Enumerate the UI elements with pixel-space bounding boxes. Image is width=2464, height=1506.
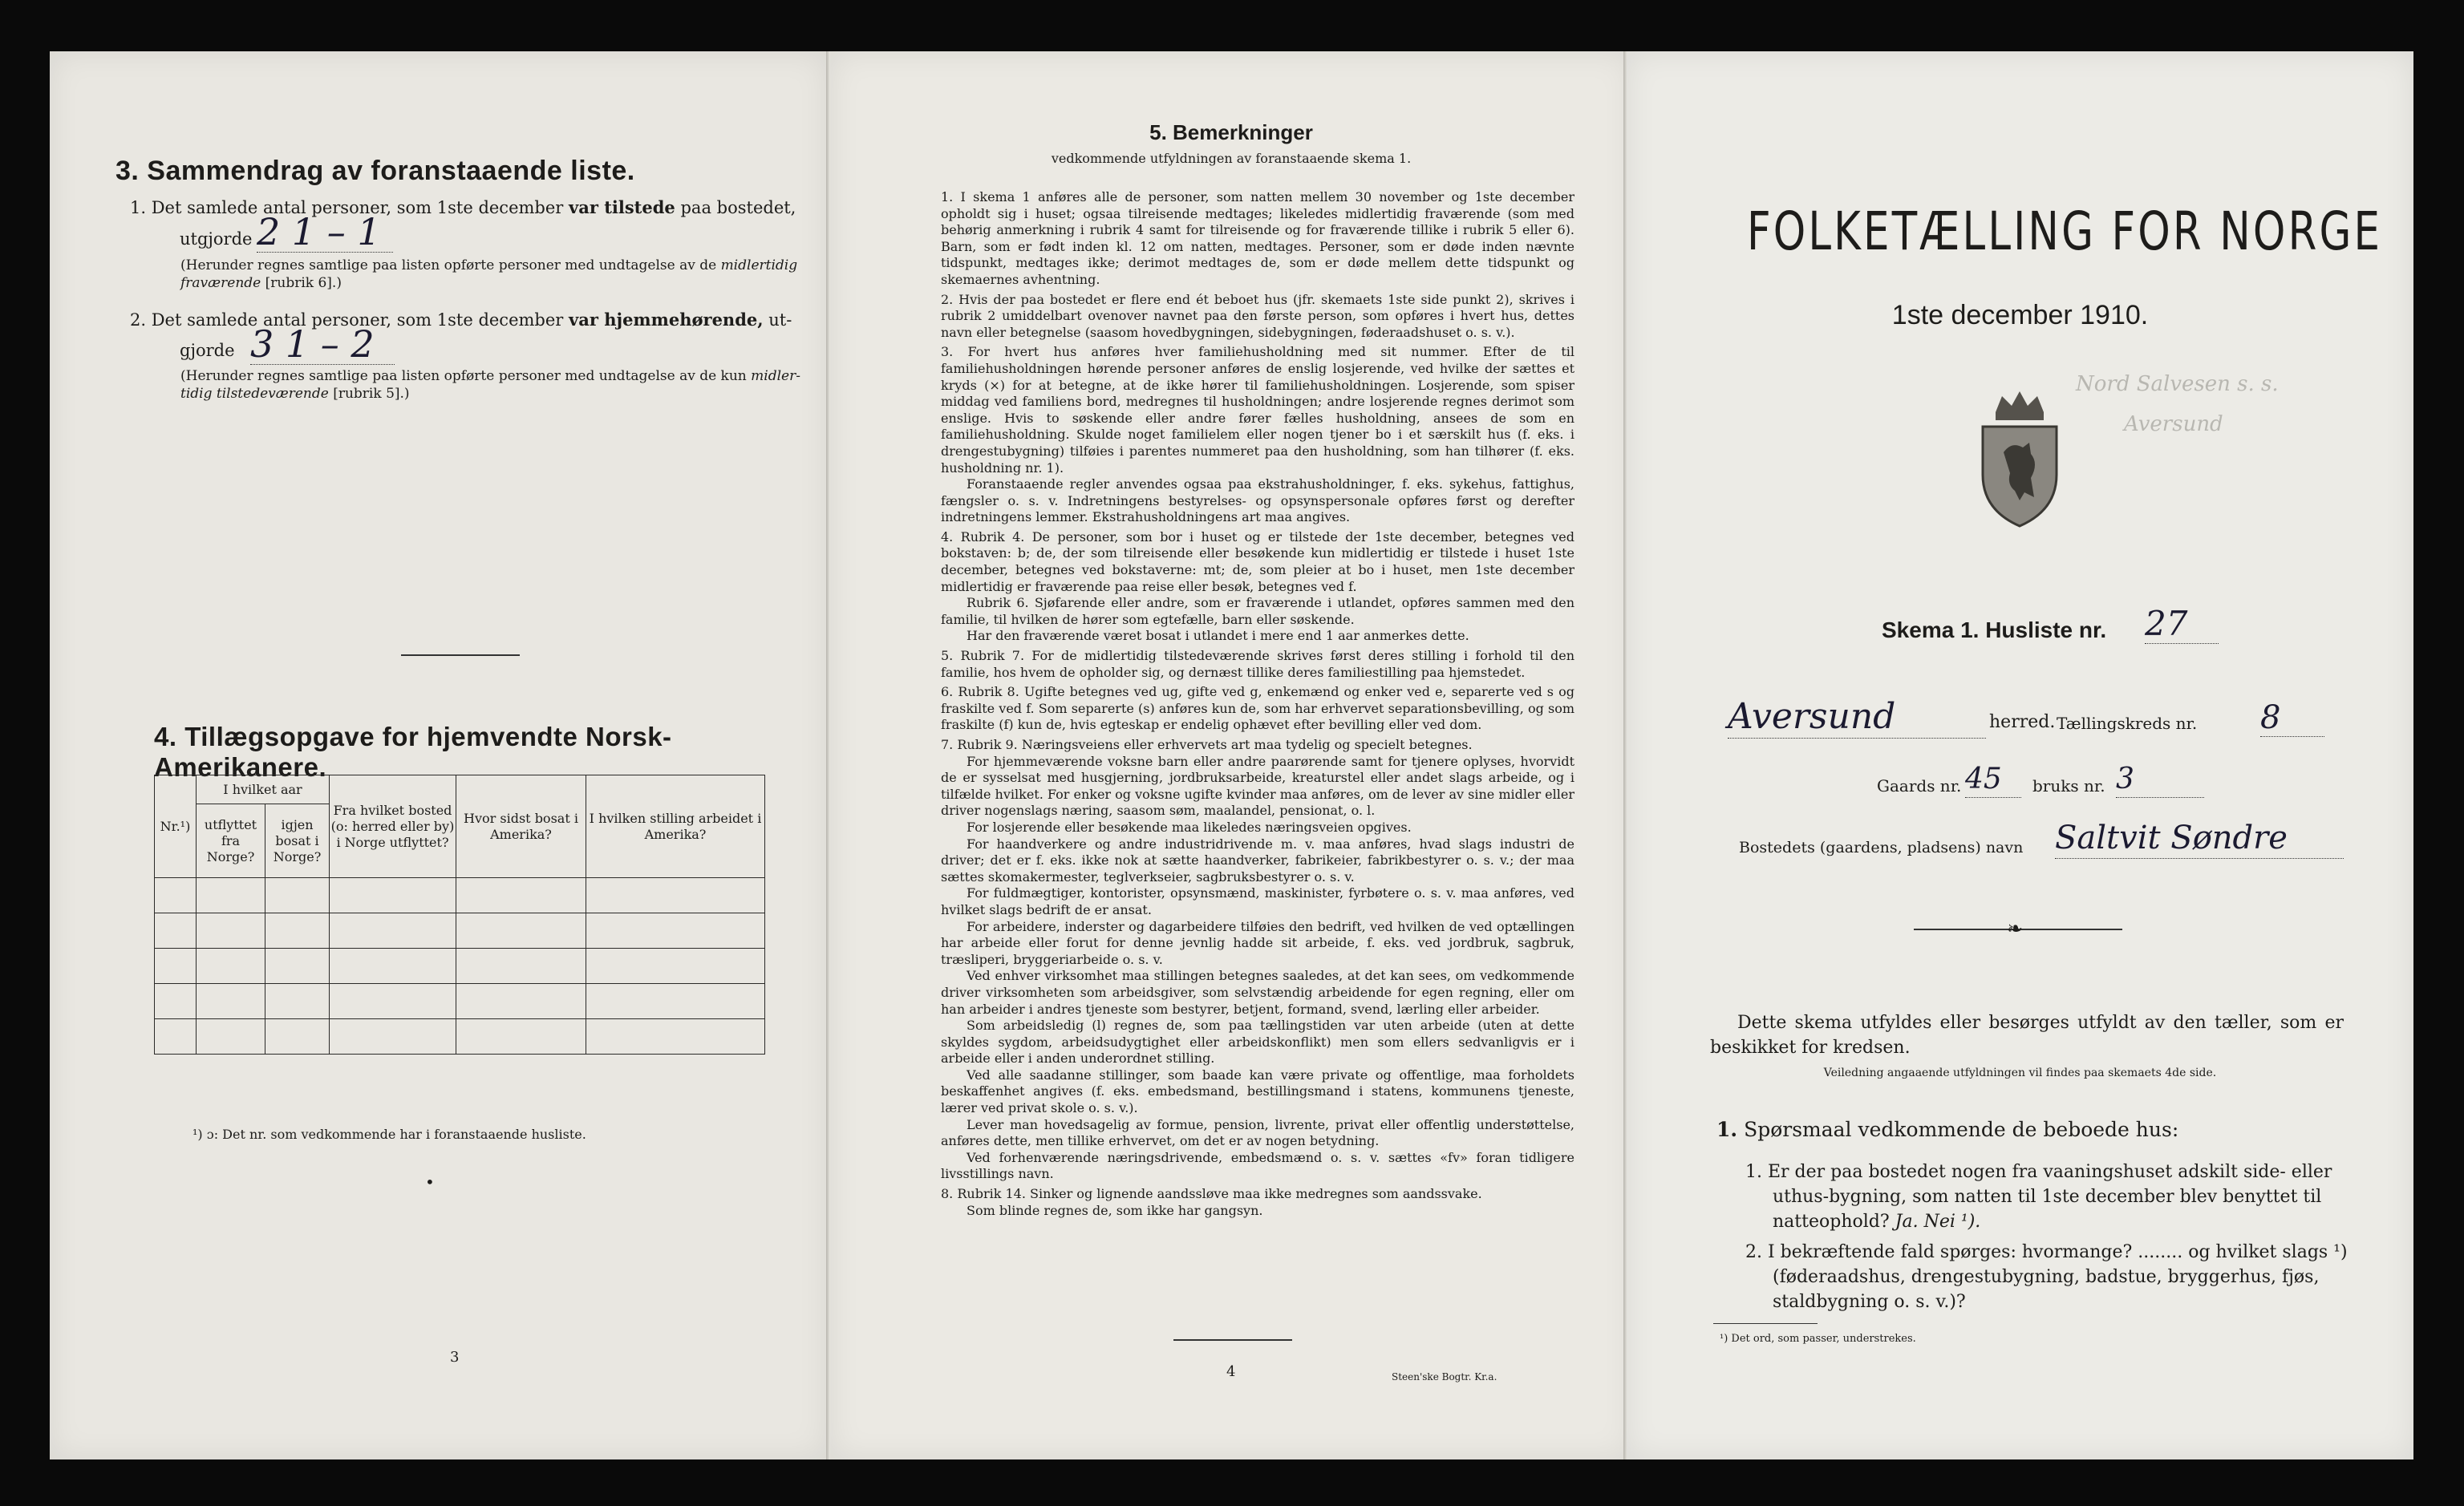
faint-writing: Nord Salvesen s. s. xyxy=(2076,372,2279,396)
item1-note-a: (Herunder regnes samtlige paa listen opførte personer med undtagelse av de xyxy=(180,257,717,273)
table-cell[interactable] xyxy=(265,1019,330,1055)
bruks-label: bruks nr. xyxy=(2032,776,2105,796)
page-number-4: 4 xyxy=(1226,1363,1236,1380)
husliste-nr-value[interactable]: 27 xyxy=(2145,605,2219,644)
col-igjen-bosat: igjen bosat i Norge? xyxy=(265,804,330,878)
remark-paragraph: For fuldmægtiger, kontorister, opsynsmænd, maskinister, fyrbøtere o. s. v. maa anføres, ved hvilket slags bedrift de er ansat. xyxy=(941,885,1574,917)
item1-note-d: [rubrik 6].) xyxy=(265,275,342,291)
bosted-value[interactable]: Saltvit Søndre xyxy=(2055,818,2344,859)
table-cell[interactable] xyxy=(265,949,330,984)
table-cell[interactable] xyxy=(586,949,765,984)
table-row xyxy=(155,1019,765,1055)
table-cell[interactable] xyxy=(456,1019,586,1055)
kreds-label: Tællingskreds nr. xyxy=(2057,714,2198,733)
table-cell[interactable] xyxy=(197,984,265,1019)
table-cell[interactable] xyxy=(586,984,765,1019)
item1-handwritten-value[interactable]: 2 1 – 1 xyxy=(257,212,393,253)
remark-paragraph: For hjemmeværende voksne barn eller andre paarørende samt for tjenere oplyses, hvorvidt de er sysselsat med husgjerning, jordbruksarbeide, kreaturstel eller andet slags arbeide, og i tilfælde hvilket. For enker og voksne ugifte kvinder maa anføres, om de lever av sine midler eller driver nogenslags næring, saasom søm, maalandel, pensionat, o. l. xyxy=(941,753,1574,819)
page-left xyxy=(50,51,828,1459)
table-row xyxy=(155,984,765,1019)
table-cell[interactable] xyxy=(456,949,586,984)
item2-utgjorde-label: gjorde xyxy=(180,341,235,360)
col-i-hvilket-aar: I hvilket aar xyxy=(197,775,330,804)
page-number-3: 3 xyxy=(450,1349,460,1366)
summary-item-1 xyxy=(130,196,820,220)
remark-paragraph: Har den fraværende været bosat i utlandet i mere end 1 aar anmerkes dette. xyxy=(967,628,1469,644)
remark-paragraph: 2. Hvis der paa bostedet er flere end ét beboet hus (jfr. skemaets 1ste side punkt 2), skrives i rubrik 2 umiddelbart ovenover navnet paa den første person, som opføres i hvert hus, dettes navn eller betegnelse (saasom hovedbygningen, sidebygningen, føderaadshuset o. s. v.). xyxy=(941,291,1574,340)
table-cell[interactable] xyxy=(456,913,586,949)
gaards-value[interactable]: 45 xyxy=(1965,762,2021,798)
table-cell[interactable] xyxy=(586,1019,765,1055)
remark-paragraph: For haandverkere og andre industridrivende m. v. maa anføres, hvad slags industri de driver; det er f. eks. ikke nok at sætte haandverker, fabrikeier, fabrikbestyrer o. s. v.; der maa sættes skomakermester, teglverkseier, sagbruksbestyrer o. s. v. xyxy=(941,836,1574,885)
table-cell[interactable] xyxy=(330,984,456,1019)
item2-text: 2. Det samlede antal personer, som 1ste december xyxy=(130,310,564,330)
table-cell[interactable] xyxy=(586,913,765,949)
table-cell[interactable] xyxy=(330,878,456,913)
table-cell[interactable] xyxy=(197,949,265,984)
item2-tail: ut- xyxy=(768,310,792,330)
remark-paragraph: 1. I skema 1 anføres alle de personer, som natten mellem 30 november og 1ste december opholdt sig i huset; ogsaa tilreisende medtages; likeledes midlertidig fraværende (som med behørig anmerkning i rubrik 4 samt for tilreisende og for fraværende tillike i rubrik 5 eller 6). Barn, som er født inden kl. 12 om natten, medtages. Personer, som er døde inden nævnte tidspunkt, medtages ikke; derimot medtages de, som er døde mellem dette tidspunkt og skemaernes avhentning. xyxy=(941,189,1574,287)
table-cell[interactable] xyxy=(265,913,330,949)
remark-paragraph: 4. Rubrik 4. De personer, som bor i huset og er tilstede der 1ste december, betegnes ved bokstaven: b; de, der som tilreisende eller besøkende kun midlertidig er tilstede i huset 1ste december, betegnes ved bokstaverne: mt; de, som pleier at bo i huset, men 1ste december midlertidig er fraværende paa reise eller besøk, betegnes ved f. xyxy=(941,528,1574,594)
remark-paragraph: Rubrik 6. Sjøfarende eller andre, som er fraværende i utlandet, opføres sammen med den familie, til hvilken de hører som egtefælle, barn eller søskende. xyxy=(941,595,1574,627)
remark-paragraph: Som blinde regnes de, som ikke har gangsyn. xyxy=(967,1202,1263,1218)
remark-paragraph: 7. Rubrik 9. Næringsveiens eller erhvervets art maa tydelig og specielt betegnes. xyxy=(941,737,1473,752)
page-right xyxy=(1627,51,2413,1459)
questions-heading-num: 1. xyxy=(1716,1118,1738,1141)
bosted-label: Bostedets (gaardens, pladsens) navn xyxy=(1739,839,2024,856)
remark-paragraph: 6. Rubrik 8. Ugifte betegnes ved ug, gifte ved g, enkemænd og enker ved e, separerte ved s og fraskilte ved f. Som separerte (s) anføres kun de, som har erhvervet separationsbevilling, og som fraskilte (f) kun de, hvis egteskap er endelig ophævet efter bevilling eller ved dom. xyxy=(941,684,1574,733)
remark-paragraph: 5. Rubrik 7. For de midlertidig tilstedeværende skrives først deres stilling i forhold til den familie, hos hvem de opholder sig, og dernæst tillike deres familiestilling paa hjemstedet. xyxy=(941,648,1574,680)
table-cell[interactable] xyxy=(197,878,265,913)
item2-bold: var hjemmehørende, xyxy=(569,310,764,330)
faint-writing: Aversund xyxy=(2124,412,2223,436)
item2-note xyxy=(180,367,822,403)
divider xyxy=(1173,1339,1292,1341)
table-cell[interactable] xyxy=(155,913,197,949)
questions-heading xyxy=(1716,1118,2178,1141)
item1-note xyxy=(180,257,822,292)
remark-paragraph: Ved forhenværende næringsdrivende, embedsmænd o. s. v. sættes «fv» foran tidligere livsstillings navn. xyxy=(941,1149,1574,1182)
printer-mark: Steen'ske Bogtr. Kr.a. xyxy=(1392,1371,1497,1383)
question-1 xyxy=(1745,1160,2355,1234)
item1-tail: paa bostedet, xyxy=(680,198,796,217)
census-date: 1ste december 1910. xyxy=(1891,300,2149,330)
item1-note-b: midlertidig xyxy=(720,257,798,273)
col-fra-hvilket-bosted: Fra hvilket bosted (o: herred eller by) i Norge utflyttet? xyxy=(330,775,456,878)
col-hvor-sidst-bosat: Hvor sidst bosat i Amerika? xyxy=(456,775,586,878)
table-cell[interactable] xyxy=(155,984,197,1019)
question-2: 2. I bekræftende fald spørges: hvormange? ........ og hvilket slags ¹) (føderaadshus, drengestubygning, badstue, bryggerhus, fjøs, staldbygning o. s. v.)? xyxy=(1745,1242,2348,1312)
remark-paragraph: 3. For hvert hus anføres hver familiehusholdning med sit nummer. Efter de til familiehusholdningen hørende personer anføres de enslig losjerende, ved hvilke der sættes et kryds (×) for at betegne, at de ikke hører til familiehusholdningen. Losjerende, som spiser middag ved familiens bord, medregnes til husholdningen; andre losjerende regnes derimot som enslige. Hvis to søskende eller andre fører fælles husholdning, ansees de som en familiehusholdning. Skulde noget familielem eller nogen tjener bo i et særskilt hus (f. eks. i drengestubygning) tilføies i parentes nummeret paa den husholdning, som han tilhører (f. eks. husholdning nr. 1). xyxy=(941,344,1574,476)
remark-paragraph: Ved alle saadanne stillinger, som baade kan være private og offentlige, maa forholdets beskaffenhet angives (f. eks. embedsmand, bestillingsmand i statens, kommunens tjeneste, lærer ved privat skole o. s. v.). xyxy=(941,1067,1574,1116)
herred-label: herred. xyxy=(1989,712,2056,732)
item1-utgjorde-label: utgjorde xyxy=(180,229,253,249)
section4-title: 4. Tillægsopgave for hjemvendte Norsk-Amerikanere. xyxy=(154,722,672,782)
table-row xyxy=(155,913,765,949)
question-1-text: 1. Er der paa bostedet nogen fra vaaningshuset adskilt side- eller uthus-bygning, som natten til 1ste december blev benyttet til natteophold? xyxy=(1745,1162,2332,1232)
table-row xyxy=(155,949,765,984)
remark-paragraph: For losjerende eller besøkende maa likeledes næringsveien opgives. xyxy=(967,819,1412,835)
col-i-hvilken-stilling: I hvilken stilling arbeidet i Amerika? xyxy=(586,775,765,878)
ornament-icon: ❧ xyxy=(2007,917,2024,940)
skema-label: Skema 1. Husliste nr. xyxy=(1882,617,2107,642)
table-cell[interactable] xyxy=(155,878,197,913)
table-cell[interactable] xyxy=(456,878,586,913)
table-cell[interactable] xyxy=(330,1019,456,1055)
col-utflyttet: utflyttet fra Norge? xyxy=(197,804,265,878)
table-cell[interactable] xyxy=(197,913,265,949)
bemerkninger-subtitle: vedkommende utfyldningen av foranstaaende skema 1. xyxy=(1051,151,1412,166)
item2-note-c: tidig tilstedeværende xyxy=(180,386,329,402)
bruks-value[interactable]: 3 xyxy=(2116,762,2204,798)
item2-note-d: [rubrik 5].) xyxy=(333,386,410,402)
instruction-text: Dette skema utfyldes eller besørges utfyldt av den tæller, som er beskikket for kredsen. xyxy=(1710,1013,2344,1058)
page-middle xyxy=(830,51,1632,1459)
summary-item-2 xyxy=(130,308,820,332)
item1-bold: var tilstede xyxy=(569,197,675,217)
kreds-value[interactable]: 8 xyxy=(2260,699,2324,737)
questions-heading-text: Spørsmaal vedkommende de beboede hus: xyxy=(1744,1118,2179,1141)
table-footnote: ¹) ɔ: Det nr. som vedkommende har i foranstaaende husliste. xyxy=(192,1127,586,1142)
bullet-mark: • xyxy=(425,1172,435,1192)
item2-note-a: (Herunder regnes samtlige paa listen opførte personer med undtagelse av de kun xyxy=(180,368,747,384)
instruction-note: Veiledning angaaende utfyldningen vil findes paa skemaets 4de side. xyxy=(1823,1067,2217,1079)
table-cell[interactable] xyxy=(197,1019,265,1055)
divider xyxy=(401,654,520,656)
table-cell[interactable] xyxy=(456,984,586,1019)
section3-title: 3. Sammendrag av foranstaaende liste. xyxy=(116,156,635,186)
remark-paragraph: Foranstaaende regler anvendes ogsaa paa ekstrahusholdninger, f. eks. sykehus, fattighus, fængsler o. s. v. Indretningens bestyrelses- og opsynspersonale opføres først og derefter indretningens lemmer. Ekstrahusholdningens art maa angives. xyxy=(941,476,1574,525)
table-row xyxy=(155,878,765,913)
item1-text: 1. Det samlede antal personer, som 1ste december xyxy=(130,198,564,217)
bemerkninger-body xyxy=(941,189,1574,1219)
remark-paragraph: 8. Rubrik 14. Sinker og lignende aandssløve maa ikke medregnes som aandssvake. xyxy=(941,1186,1482,1202)
herred-value[interactable]: Aversund xyxy=(1728,696,1986,739)
right-footnote: ¹) Det ord, som passer, understrekes. xyxy=(1720,1333,1916,1345)
main-title: FOLKETÆLLING FOR NORGE xyxy=(1747,200,2383,262)
table-cell[interactable] xyxy=(330,949,456,984)
table-cell[interactable] xyxy=(330,913,456,949)
question-1-options[interactable]: Ja. Nei ¹). xyxy=(1895,1212,1981,1232)
norway-coat-of-arms-icon xyxy=(1972,380,2068,532)
item2-note-b: midler- xyxy=(751,368,800,384)
bemerkninger-title: 5. Bemerkninger xyxy=(1149,120,1313,144)
footnote-divider xyxy=(1713,1323,1818,1324)
remark-paragraph: Ved enhver virksomhet maa stillingen betegnes saaledes, at det kan sees, om vedkommende driver virksomheten som arbeidsgiver, som selvstændig arbeidende for egen regning, eller om han arbeider i andres tjeneste som bestyrer, betjent, formand, svend, lærling eller arbeider. xyxy=(941,968,1574,1017)
remark-paragraph: For arbeidere, inderster og dagarbeidere tilføies den bedrift, ved hvilken de ved optællingen har arbeide eller forut for denne jevnlig hadde sit arbeide, f. eks. ved jordbruk, sagbruk, træsliperi, bryggeriarbeide o. s. v. xyxy=(941,918,1574,967)
remark-paragraph: Lever man hovedsagelig av formue, pension, livrente, privat eller offentlig understøttelse, anføres dette, men tillike erhvervet, om det er av nogen betydning. xyxy=(941,1116,1574,1149)
col-nr: Nr.¹) xyxy=(155,775,197,878)
table-cell[interactable] xyxy=(155,1019,197,1055)
item2-handwritten-value[interactable]: 3 1 – 2 xyxy=(250,324,395,365)
norsk-amerikanere-table xyxy=(154,775,765,1055)
remark-paragraph: Som arbeidsledig (l) regnes de, som paa tællingstiden var uten arbeide (uten at dette skyldes sygdom, arbeidsudygtighet eller arbeidskonflikt) men som ellers sedvanligvis er i arbeide eller i anden underordnet stilling. xyxy=(941,1018,1574,1067)
table-cell[interactable] xyxy=(265,984,330,1019)
table-cell[interactable] xyxy=(155,949,197,984)
table-cell[interactable] xyxy=(265,878,330,913)
gaards-label: Gaards nr. xyxy=(1877,776,1962,796)
table-cell[interactable] xyxy=(586,878,765,913)
item1-note-c: fraværende xyxy=(180,275,261,291)
